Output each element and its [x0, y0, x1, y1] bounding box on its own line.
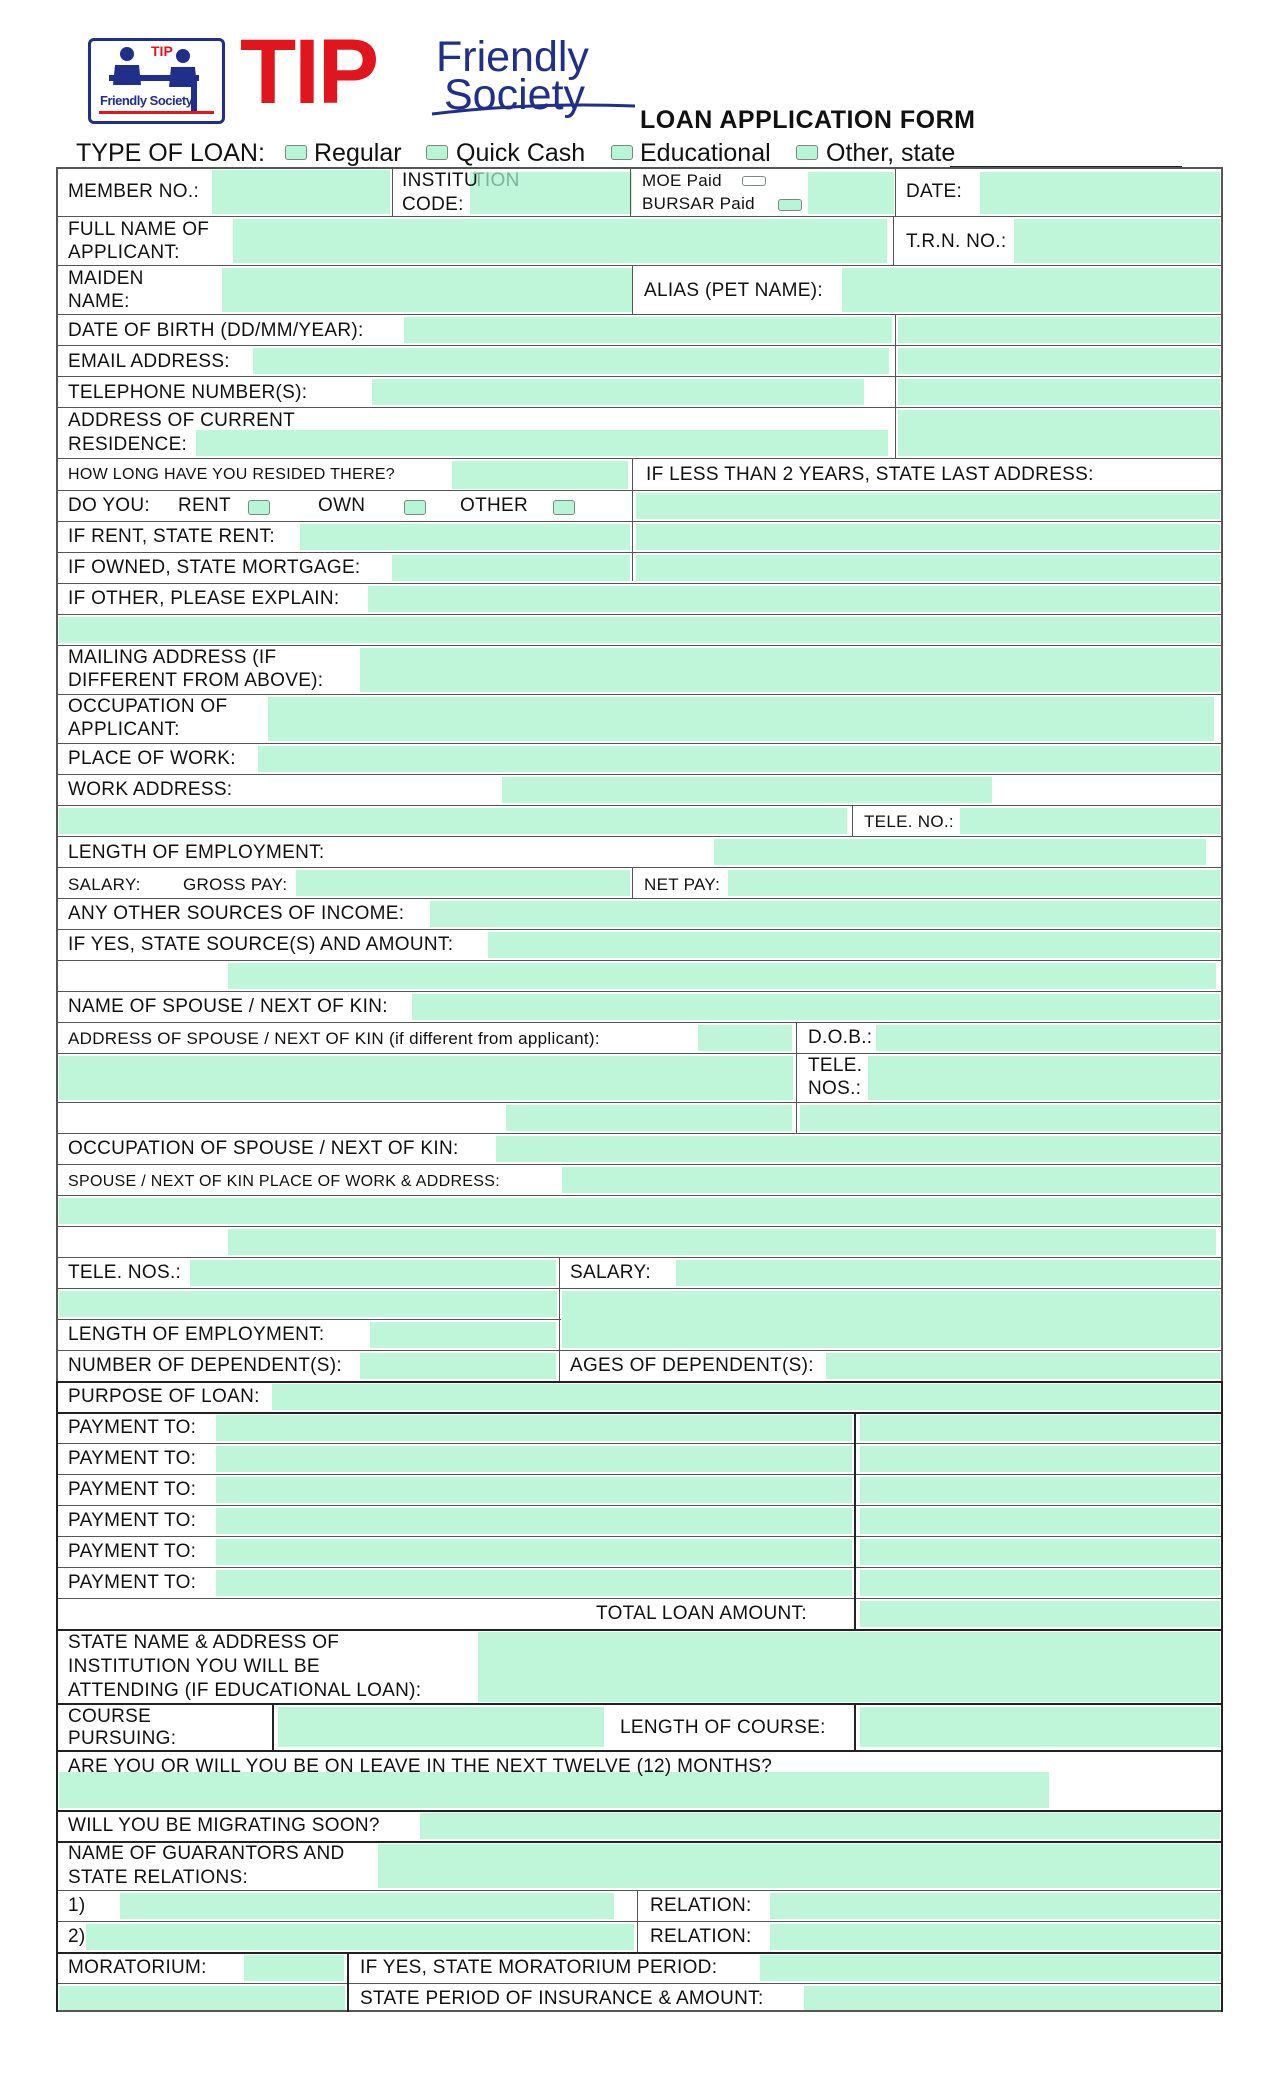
spouse-length-employment-label: LENGTH OF EMPLOYMENT:	[68, 1324, 325, 1345]
net-pay-label: NET PAY:	[644, 875, 721, 894]
option-other: Other, state	[826, 139, 956, 167]
rent-extra-field[interactable]	[636, 524, 1220, 550]
other-label: OTHER	[460, 495, 528, 516]
do-you-label: DO YOU:	[68, 495, 150, 516]
guarantors-label-1: NAME OF GUARANTORS AND	[68, 1843, 345, 1864]
spouse-work-line-3[interactable]	[228, 1229, 1216, 1255]
place-of-work-field[interactable]	[258, 746, 1220, 772]
work-address-line-2[interactable]	[59, 808, 847, 834]
bursar-field[interactable]	[808, 172, 894, 214]
rent-checkbox[interactable]	[248, 500, 270, 515]
spouse-name-field[interactable]	[412, 994, 1220, 1020]
insurance-label: STATE PERIOD OF INSURANCE & AMOUNT:	[360, 1988, 764, 2009]
full-name-field[interactable]	[233, 219, 887, 263]
payment-amount-1-field[interactable]	[860, 1415, 1220, 1441]
brand-tip: TIP	[240, 21, 378, 123]
address-field[interactable]	[196, 430, 888, 456]
full-name-label-1: FULL NAME OF	[68, 219, 210, 240]
mailing-label-2: DIFFERENT FROM ABOVE):	[68, 670, 324, 691]
telephone-extra-field[interactable]	[898, 379, 1220, 405]
spouse-salary-label: SALARY:	[570, 1262, 651, 1283]
spouse-tele-label-1: TELE.	[808, 1055, 863, 1076]
insurance-field[interactable]	[804, 1986, 1220, 2010]
option-quick-cash: Quick Cash	[456, 139, 586, 167]
payment-amount-6-field[interactable]	[860, 1570, 1220, 1596]
occupation-label-2: APPLICANT:	[68, 719, 180, 740]
spouse-length-employment-field[interactable]	[370, 1322, 556, 1348]
payment-amount-5-field[interactable]	[860, 1539, 1220, 1565]
spouse-tele-nos-field[interactable]	[190, 1260, 556, 1286]
spouse-work-field[interactable]	[562, 1167, 1220, 1193]
guarantor-1-field[interactable]	[120, 1893, 614, 1919]
email-label: EMAIL ADDRESS:	[68, 351, 230, 372]
total-loan-field[interactable]	[860, 1601, 1220, 1627]
spouse-dob-label: D.O.B.:	[808, 1027, 873, 1048]
maiden-label-1: MAIDEN	[68, 268, 144, 289]
guarantor-2-label: 2)	[68, 1926, 86, 1947]
institution-label-3: ATTENDING (IF EDUCATIONAL LOAN):	[68, 1680, 422, 1701]
address-label-2: RESIDENCE:	[68, 434, 188, 455]
spouse-tele-label-2: NOS.:	[808, 1078, 862, 1099]
dob-label: DATE OF BIRTH (DD/MM/YEAR):	[68, 320, 364, 341]
payment-to-label-5: PAYMENT TO:	[68, 1541, 197, 1562]
spouse-address-label: ADDRESS OF SPOUSE / NEXT OF KIN (if different from applicant):	[68, 1029, 600, 1048]
length-course-field[interactable]	[860, 1707, 1220, 1747]
guarantors-field[interactable]	[378, 1844, 1220, 1888]
spouse-work-line-2[interactable]	[59, 1198, 1220, 1224]
address-label-1: ADDRESS OF CURRENT	[68, 410, 296, 431]
length-employment-field[interactable]	[714, 839, 1206, 865]
payment-to-label-1: PAYMENT TO:	[68, 1417, 197, 1438]
telephone-field[interactable]	[372, 379, 864, 405]
moratorium-period-field[interactable]	[760, 1955, 1220, 1981]
payment-to-6-field[interactable]	[216, 1570, 852, 1596]
spouse-extra-line[interactable]	[800, 1105, 1220, 1131]
institution-code-label: CODE:	[402, 194, 464, 215]
work-address-field[interactable]	[502, 777, 992, 803]
payment-to-label-4: PAYMENT TO:	[68, 1510, 197, 1531]
payment-to-1-field[interactable]	[216, 1415, 852, 1441]
dependents-label: NUMBER OF DEPENDENT(S):	[68, 1355, 342, 1376]
gross-pay-field[interactable]	[296, 870, 630, 896]
tele-nos-label: TELE. NOS.:	[68, 1262, 182, 1283]
swoosh-icon	[430, 100, 640, 120]
spouse-tele-line-2[interactable]	[59, 1291, 557, 1317]
ages-dependents-field[interactable]	[826, 1353, 1220, 1379]
trn-field[interactable]	[1014, 219, 1220, 263]
payment-to-5-field[interactable]	[216, 1539, 852, 1565]
institution-field[interactable]	[478, 1632, 1220, 1702]
bursar-paid-label: BURSAR Paid	[642, 194, 755, 213]
place-of-work-label: PLACE OF WORK:	[68, 748, 236, 769]
email-extra-field[interactable]	[898, 348, 1220, 374]
payment-amount-4-field[interactable]	[860, 1508, 1220, 1534]
spouse-salary-field[interactable]	[676, 1260, 1220, 1286]
trn-label: T.R.N. NO.:	[906, 231, 1007, 252]
work-address-label: WORK ADDRESS:	[68, 779, 233, 800]
gross-pay-label: GROSS PAY:	[183, 875, 288, 894]
if-other-label: IF OTHER, PLEASE EXPLAIN:	[68, 588, 340, 609]
member-no-field[interactable]	[212, 170, 390, 214]
email-field[interactable]	[253, 348, 889, 374]
if-owned-label: IF OWNED, STATE MORTGAGE:	[68, 557, 361, 578]
checkbox-regular[interactable]	[285, 145, 307, 160]
payment-to-3-field[interactable]	[216, 1477, 852, 1503]
net-pay-field[interactable]	[728, 870, 1220, 896]
telephone-label: TELEPHONE NUMBER(S):	[68, 382, 308, 403]
total-loan-label: TOTAL LOAN AMOUNT:	[596, 1603, 807, 1624]
other-checkbox[interactable]	[553, 500, 575, 515]
migrating-field[interactable]	[420, 1813, 1220, 1839]
alias-field[interactable]	[842, 268, 1220, 312]
checkbox-other[interactable]	[796, 145, 818, 160]
brand-line-1: Friendly	[436, 33, 589, 81]
member-no-label: MEMBER NO.:	[68, 181, 200, 202]
moratorium-label: MORATORIUM:	[68, 1957, 207, 1978]
if-rent-label: IF RENT, STATE RENT:	[68, 526, 275, 547]
course-label-1: COURSE	[68, 1706, 152, 1727]
dob-field[interactable]	[404, 317, 892, 343]
other-explain-field[interactable]	[368, 586, 1220, 612]
relation-2-field[interactable]	[770, 1924, 1220, 1950]
full-name-label-2: APPLICANT:	[68, 242, 180, 263]
payment-to-label-6: PAYMENT TO:	[68, 1572, 197, 1593]
institution-label-2: INSTITUTION YOU WILL BE	[68, 1656, 320, 1677]
relation-2-label: RELATION:	[650, 1926, 752, 1947]
spouse-work-label: SPOUSE / NEXT OF KIN PLACE OF WORK & ADDRESS:	[68, 1173, 500, 1190]
spouse-address-field[interactable]	[698, 1025, 792, 1051]
occupation-field[interactable]	[268, 697, 1214, 741]
spouse-name-label: NAME OF SPOUSE / NEXT OF KIN:	[68, 996, 388, 1017]
how-long-field[interactable]	[452, 461, 628, 489]
date-field[interactable]	[980, 172, 1220, 214]
other-income-label: ANY OTHER SOURCES OF INCOME:	[68, 903, 405, 924]
checkbox-educational[interactable]	[611, 145, 633, 160]
salary-label: SALARY:	[68, 875, 141, 894]
guarantors-label-2: STATE RELATIONS:	[68, 1867, 249, 1888]
rent-label: RENT	[178, 495, 231, 516]
spouse-tele-field[interactable]	[868, 1056, 1220, 1100]
course-field[interactable]	[278, 1707, 604, 1747]
moratorium-field[interactable]	[244, 1955, 344, 1981]
last-address-field[interactable]	[636, 493, 1220, 519]
option-regular: Regular	[314, 139, 402, 167]
payment-to-4-field[interactable]	[216, 1508, 852, 1534]
tip-logo	[88, 38, 225, 124]
leave-label: ARE YOU OR WILL YOU BE ON LEAVE IN THE NEXT TWELVE (12) MONTHS?	[68, 1756, 773, 1777]
alias-label: ALIAS (PET NAME):	[644, 280, 823, 301]
spouse-address-line-2[interactable]	[59, 1056, 793, 1100]
mailing-label-1: MAILING ADDRESS (IF	[68, 647, 277, 668]
address-extra-field[interactable]	[898, 410, 1220, 456]
income-source-field[interactable]	[488, 932, 1220, 958]
spouse-salary-extra[interactable]	[562, 1291, 1220, 1348]
tele-no-label: TELE. NO.:	[864, 812, 954, 831]
purpose-label: PURPOSE OF LOAN:	[68, 1386, 260, 1407]
moe-paid-checkbox[interactable]	[742, 176, 766, 186]
spouse-dob-field[interactable]	[876, 1025, 1220, 1051]
payment-amount-2-field[interactable]	[860, 1446, 1220, 1472]
other-explain-line-2[interactable]	[59, 617, 1220, 643]
income-source-line-2[interactable]	[228, 963, 1216, 989]
spouse-occupation-label: OCCUPATION OF SPOUSE / NEXT OF KIN:	[68, 1138, 459, 1159]
date-label: DATE:	[906, 181, 963, 202]
bursar-paid-checkbox[interactable]	[778, 199, 802, 211]
institution-label-a: INSTITU	[402, 170, 478, 191]
mortgage-field[interactable]	[392, 555, 630, 581]
form-title: LOAN APPLICATION FORM	[640, 106, 976, 134]
logo-tip-text: TIP	[151, 43, 173, 59]
ages-dependents-label: AGES OF DEPENDENT(S):	[570, 1355, 814, 1376]
length-employment-label: LENGTH OF EMPLOYMENT:	[68, 842, 325, 863]
own-checkbox[interactable]	[404, 500, 426, 515]
other-income-field[interactable]	[430, 901, 1220, 927]
purpose-field[interactable]	[272, 1384, 1220, 1410]
course-label-2: PURSUING:	[68, 1728, 177, 1749]
logo-text: Friendly Society	[100, 93, 193, 108]
payment-to-label-3: PAYMENT TO:	[68, 1479, 197, 1500]
guarantor-1-label: 1)	[68, 1895, 86, 1916]
relation-1-label: RELATION:	[650, 1895, 752, 1916]
less-two-years-label: IF LESS THAN 2 YEARS, STATE LAST ADDRESS:	[646, 464, 1094, 485]
work-tele-field[interactable]	[960, 808, 1220, 834]
own-label: OWN	[318, 495, 366, 516]
option-educational: Educational	[640, 139, 771, 167]
checkbox-quick-cash[interactable]	[426, 145, 448, 160]
loan-type-label: TYPE OF LOAN:	[76, 139, 265, 167]
moratorium-period-label: IF YES, STATE MORATORIUM PERIOD:	[360, 1957, 718, 1978]
rent-field[interactable]	[300, 524, 630, 550]
moe-paid-label: MOE Paid	[642, 171, 722, 190]
dependents-field[interactable]	[360, 1353, 556, 1379]
brand-line-2: Society	[444, 71, 586, 119]
migrating-label: WILL YOU BE MIGRATING SOON?	[68, 1815, 380, 1836]
mortgage-extra-field[interactable]	[636, 555, 1220, 581]
payment-to-label-2: PAYMENT TO:	[68, 1448, 197, 1469]
payment-to-2-field[interactable]	[216, 1446, 852, 1472]
length-course-label: LENGTH OF COURSE:	[620, 1717, 826, 1738]
how-long-label: HOW LONG HAVE YOU RESIDED THERE?	[68, 466, 395, 483]
maiden-name-field[interactable]	[222, 268, 632, 312]
payment-amount-3-field[interactable]	[860, 1477, 1220, 1503]
spouse-occupation-field[interactable]	[496, 1136, 1220, 1162]
dob-extra-field[interactable]	[898, 317, 1220, 343]
occupation-label-1: OCCUPATION OF	[68, 696, 228, 717]
institution-label-b: TION	[473, 170, 520, 191]
relation-1-field[interactable]	[770, 1893, 1220, 1919]
institution-label-1: STATE NAME & ADDRESS OF	[68, 1632, 340, 1653]
mailing-address-field[interactable]	[360, 648, 1220, 692]
income-source-label: IF YES, STATE SOURCE(S) AND AMOUNT:	[68, 934, 454, 955]
guarantor-2-field[interactable]	[86, 1924, 634, 1950]
maiden-label-2: NAME:	[68, 291, 130, 312]
spouse-address-line-3[interactable]	[506, 1105, 792, 1131]
moratorium-extra-field[interactable]	[59, 1986, 345, 2010]
